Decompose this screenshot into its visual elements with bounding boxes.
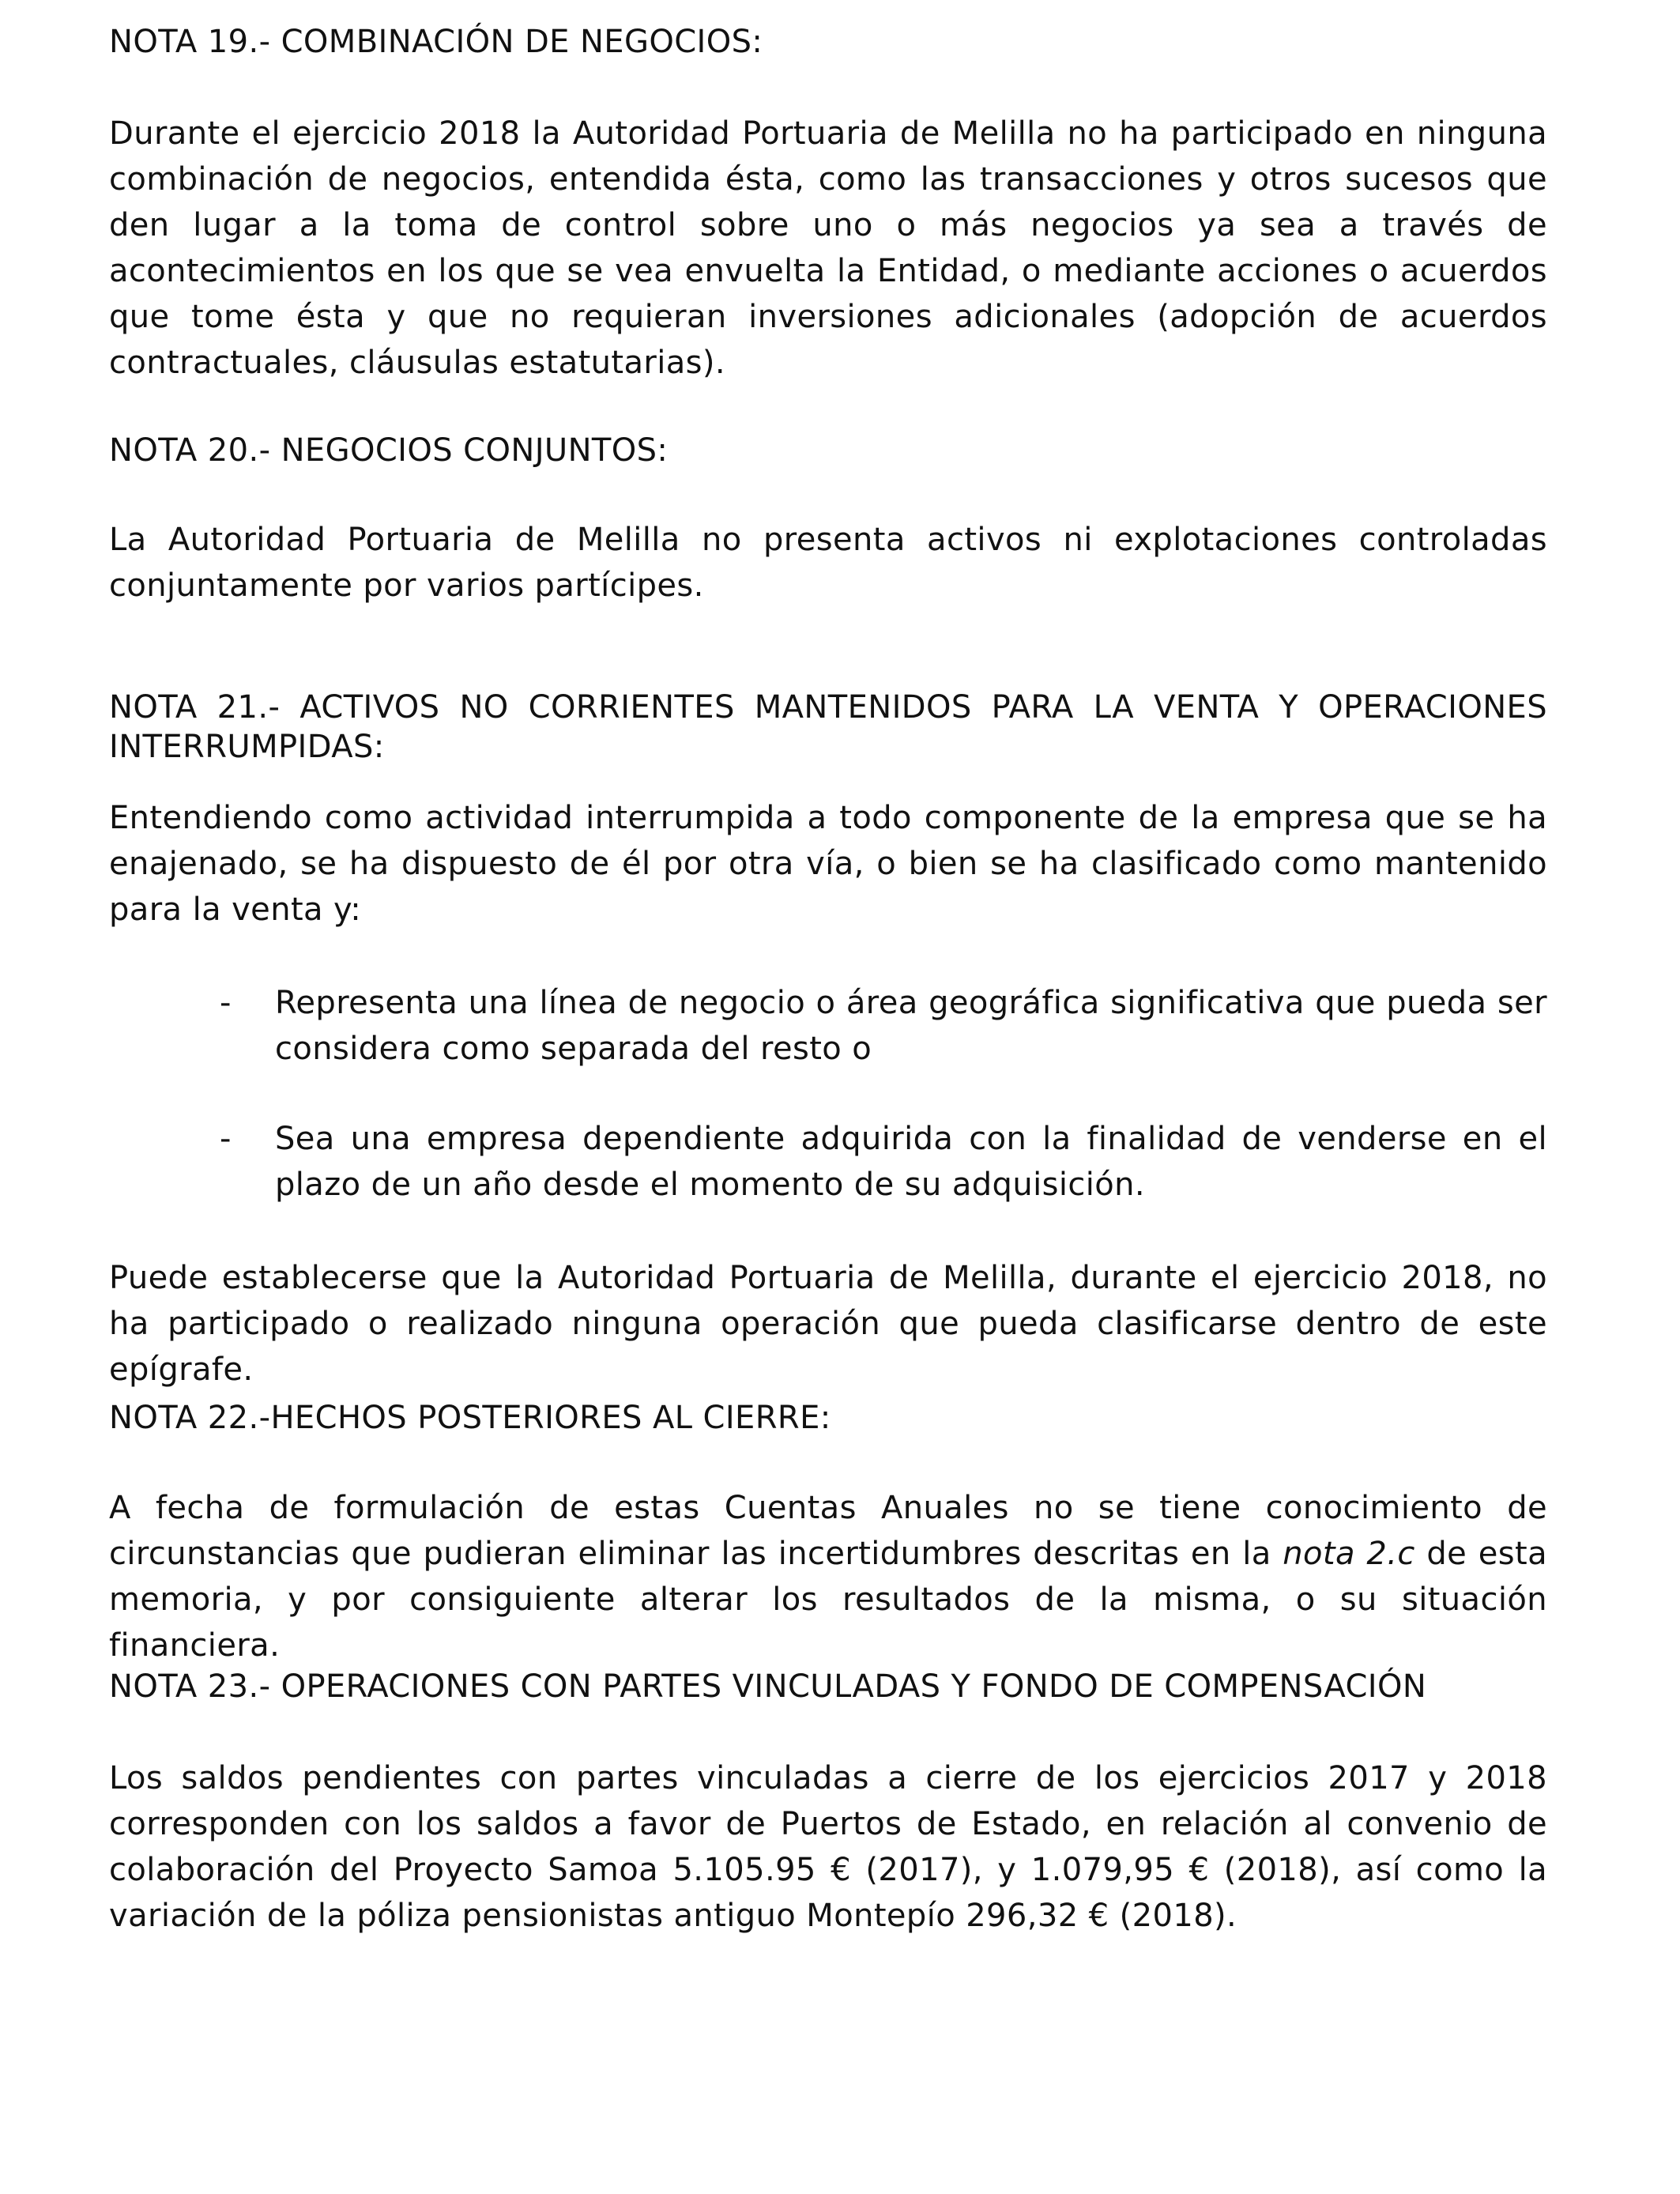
bullet-text: Sea una empresa dependiente adquirida con la finalidad de venderse en el plazo de un año desde el momento de su adquisición. <box>275 1121 1547 1203</box>
nota-22-heading: NOTA 22.-HECHOS POSTERIORES AL CIERRE: <box>109 1400 831 1436</box>
nota-22-paragraph <box>109 1485 1547 1668</box>
bullet-dash: - <box>220 985 232 1021</box>
nota-21-conclusion: Puede establecerse que la Autoridad Portuaria de Melilla, durante el ejercicio 2018, no ha participado o realizado ninguna operación que pueda clasificarse dentro de este epígrafe. <box>109 1260 1547 1388</box>
nota-22-text-after: de esta memoria, y por consiguiente alterar los resultados de la misma, o su situación financiera. <box>109 1536 1547 1664</box>
nota-19-heading: NOTA 19.- COMBINACIÓN DE NEGOCIOS: <box>109 24 763 60</box>
nota-22-text-before: A fecha de formulación de estas Cuentas Anuales no se tiene conocimiento de circunstancias que pudieran eliminar las incertidumbres descritas en la <box>109 1490 1547 1572</box>
nota-19-paragraph: Durante el ejercicio 2018 la Autoridad Portuaria de Melilla no ha participado en ninguna combinación de negocios, entendida ésta, como las transacciones y otros sucesos que den lugar a la toma de control sobre uno o más negocios ya sea a través de acontecimientos en los que se vea envuelta la Entidad, o mediante acciones o acuerdos que tome ésta y que no requieran inversiones adicionales (adopción de acuerdos contractuales, cláusulas estatutarias). <box>109 115 1547 381</box>
nota-23-heading: NOTA 23.- OPERACIONES CON PARTES VINCULADAS Y FONDO DE COMPENSACIÓN <box>109 1668 1427 1705</box>
document-page <box>109 0 1547 2194</box>
nota-21-heading: NOTA 21.- ACTIVOS NO CORRIENTES MANTENIDOS PARA LA VENTA Y OPERACIONES INTERRUMPIDAS: <box>109 689 1547 765</box>
nota-reference: nota 2.c <box>1283 1536 1415 1572</box>
nota-20-paragraph: La Autoridad Portuaria de Melilla no presenta activos ni explotaciones controladas conjuntamente por varios partícipes. <box>109 522 1547 604</box>
nota-21-intro: Entendiendo como actividad interrumpida a todo componente de la empresa que se ha enajenado, se ha dispuesto de él por otra vía, o bien se ha clasificado como mantenido para la venta y: <box>109 800 1547 928</box>
nota-20-heading: NOTA 20.- NEGOCIOS CONJUNTOS: <box>109 432 669 469</box>
bullet-text: Representa una línea de negocio o área geográfica significativa que pueda ser considera como separada del resto o <box>275 985 1547 1067</box>
nota-23-paragraph: Los saldos pendientes con partes vinculadas a cierre de los ejercicios 2017 y 2018 corresponden con los saldos a favor de Puertos de Estado, en relación al convenio de colaboración del Proyecto Samoa 5.105.95 € (2017), y 1.079,95 € (2018), así como la variación de la póliza pensionistas antiguo Montepío 296,32 € (2018). <box>109 1760 1547 1934</box>
bullet-dash: - <box>220 1121 232 1157</box>
